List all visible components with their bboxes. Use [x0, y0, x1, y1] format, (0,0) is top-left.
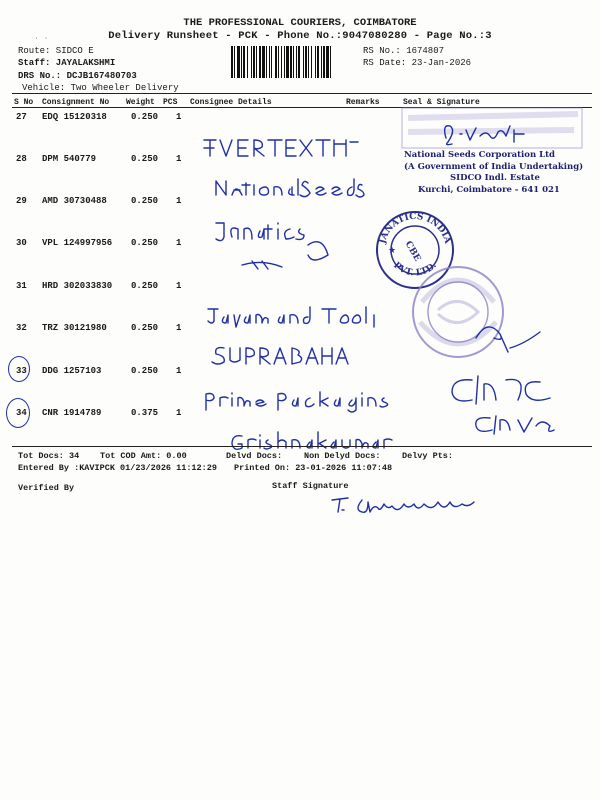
national-seeds-stamp-line2: (A Government of India Undertaking) — [404, 162, 584, 172]
col-remarks: Remarks — [346, 98, 380, 107]
svg-text:★: ★ — [388, 246, 397, 256]
staff-label: Staff: JAYALAKSHMI — [18, 58, 116, 68]
handwritten-consignee-national-seeds — [212, 175, 382, 201]
table-header-top-rule — [12, 93, 592, 94]
footer-top-rule — [12, 446, 592, 447]
delivery-points: Delvy Pts: — [402, 451, 454, 461]
row-weight: 0.375 — [131, 408, 159, 418]
staff-signature-scribble — [328, 490, 488, 520]
route-label: Route: SIDCO E — [18, 46, 94, 56]
handwritten-consignee-jayam — [204, 303, 384, 329]
row-pcs: 1 — [176, 281, 182, 291]
row-consignment: AMD 30730488 — [42, 196, 107, 206]
row-pcs: 1 — [176, 366, 182, 376]
handwritten-circle-mark — [8, 356, 30, 382]
row-weight: 0.250 — [131, 366, 159, 376]
printed-on: Printed On: 23-01-2026 11:07:48 — [234, 463, 393, 473]
staff-signature-label: Staff Signature — [272, 481, 349, 491]
handwritten-circle-mark — [6, 398, 30, 428]
non-delivered-docs: Non Delyd Docs: — [304, 451, 381, 461]
row-consignment: DPM 540779 — [42, 154, 97, 164]
row-sno: 30 — [16, 238, 27, 248]
handwritten-consignee-janatics — [212, 215, 352, 275]
vehicle-label: Vehicle: Two Wheeler Delivery — [22, 83, 179, 93]
col-seal-signature: Seal & Signature — [403, 98, 480, 107]
row-consignment: DDG 1257103 — [42, 366, 102, 376]
handwritten-consignee-suprabha — [210, 342, 360, 368]
row-sno: 29 — [16, 196, 27, 206]
row-weight: 0.250 — [131, 238, 159, 248]
total-cod-amount: Tot COD Amt: 0.00 — [100, 451, 187, 461]
row-weight: 0.250 — [131, 281, 159, 291]
row-pcs: 1 — [176, 238, 182, 248]
col-pcs: PCS — [163, 98, 178, 107]
delivered-docs: Delvd Docs: — [226, 451, 283, 461]
row-consignment: TRZ 30121980 — [42, 323, 107, 333]
janatics-seal-bottom-text: PVT. LTD. — [391, 260, 439, 279]
row-pcs: 1 — [176, 408, 182, 418]
signature-evertex — [440, 118, 530, 148]
col-consignee: Consignee Details — [190, 98, 272, 107]
janatics-seal-top-text: JANATICS INDIA — [377, 211, 453, 245]
signature-cnc-row33 — [446, 372, 566, 408]
total-docs: Tot Docs: 34 — [18, 451, 80, 461]
row-sno: 28 — [16, 154, 27, 164]
row-weight: 0.250 — [131, 323, 159, 333]
row-weight: 0.250 — [131, 112, 159, 122]
signature-cnc-row34 — [470, 412, 560, 438]
col-sno: S No — [14, 98, 34, 107]
entered-by: Entered By :KAVIPCK 01/23/2026 11:12:29 — [18, 463, 217, 473]
row-sno: 31 — [16, 281, 27, 291]
rs-date: RS Date: 23-Jan-2026 — [363, 58, 472, 68]
handwritten-consignee-prime-packaging — [200, 386, 400, 412]
runsheet-subtitle: Delivery Runsheet - PCK - Phone No.:9047080280 - Page No.:3 — [108, 30, 492, 42]
rs-number: RS No.: 1674807 — [363, 46, 445, 56]
row-sno: 34 — [16, 408, 27, 418]
national-seeds-stamp-line3: SIDCO Indl. Estate — [450, 173, 540, 183]
row-sno: 33 — [16, 366, 27, 376]
row-consignment: HRD 302033830 — [42, 281, 113, 291]
svg-text:CBE: CBE — [402, 239, 423, 264]
row-sno: 32 — [16, 323, 27, 333]
row-sno: 27 — [16, 112, 27, 122]
row-pcs: 1 — [176, 154, 182, 164]
scan-specks: ˙ ˙ — [34, 37, 49, 46]
signature-jayam — [470, 308, 550, 358]
national-seeds-stamp-line4: Kurchi, Coimbatore - 641 021 — [418, 185, 560, 195]
drs-number: DRS No.: DCJB167480703 — [18, 71, 137, 81]
col-consignment: Consignment No — [42, 98, 110, 107]
row-pcs: 1 — [176, 196, 182, 206]
handwritten-consignee-evertex — [200, 130, 360, 160]
row-consignment: VPL 124997956 — [42, 238, 113, 248]
national-seeds-stamp-line1: National Seeds Corporation Ltd — [404, 150, 555, 160]
row-consignment: CNR 1914789 — [42, 408, 102, 418]
svg-text:JANATICS INDIA — [377, 212, 452, 246]
row-pcs: 1 — [176, 323, 182, 333]
verified-by-label: Verified By — [18, 483, 75, 493]
col-weight: Weight — [126, 98, 155, 107]
company-title: THE PROFESSIONAL COURIERS, COIMBATORE — [183, 17, 417, 29]
row-weight: 0.250 — [131, 196, 159, 206]
row-consignment: EDQ 15120318 — [42, 112, 107, 122]
row-pcs: 1 — [176, 112, 182, 122]
barcode-image — [231, 46, 357, 78]
row-weight: 0.250 — [131, 154, 159, 164]
